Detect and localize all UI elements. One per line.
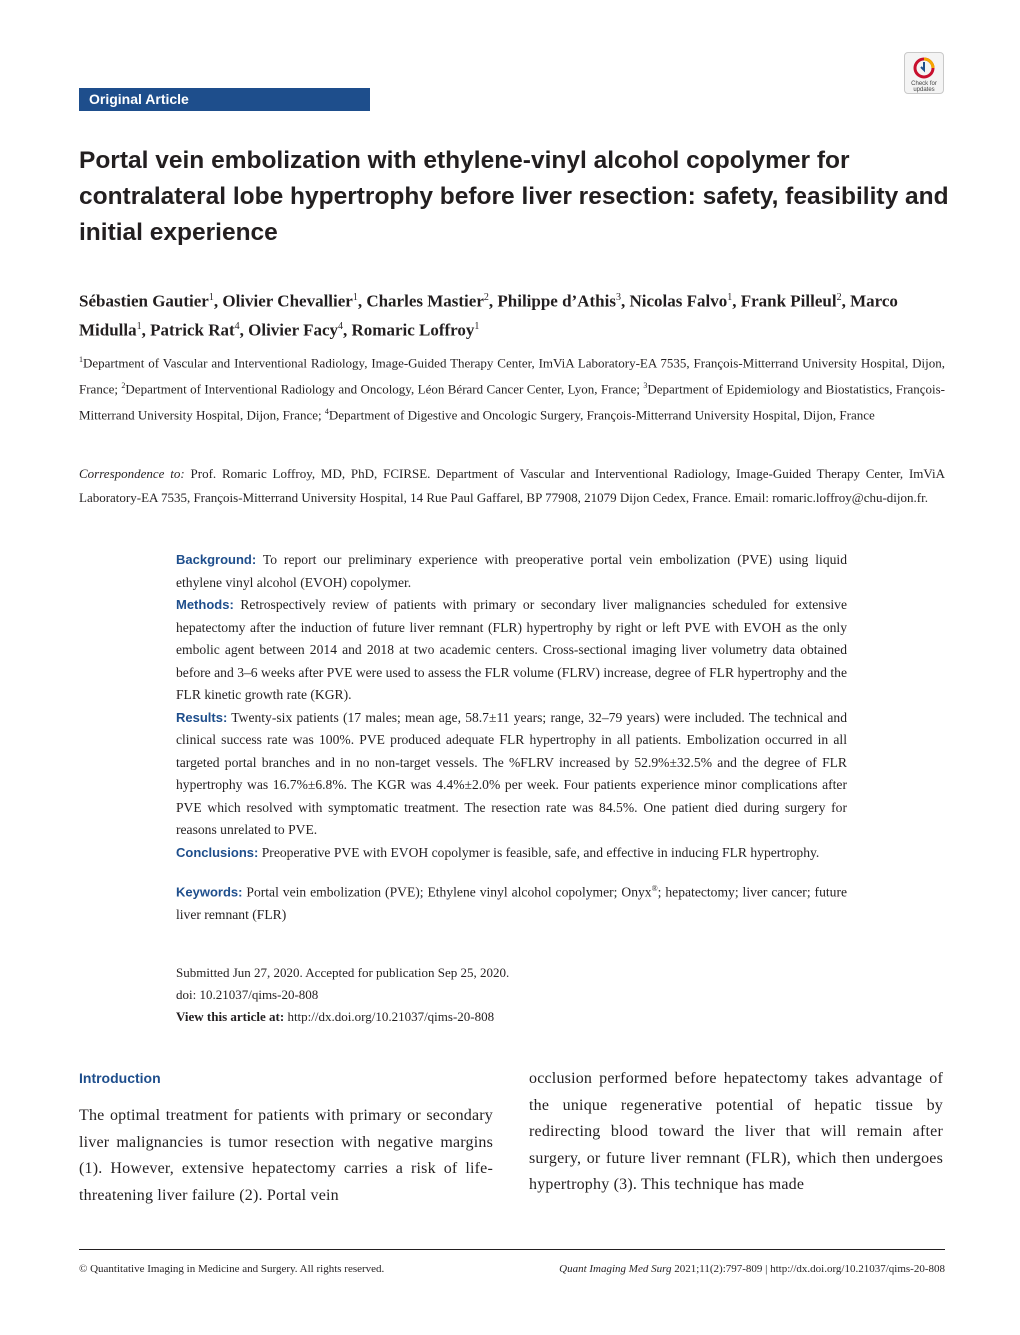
author-affiliation-number: 2 — [836, 292, 842, 303]
view-article-link[interactable]: http://dx.doi.org/10.21037/qims-20-808 — [284, 1009, 495, 1024]
author-affiliation-number: 1 — [474, 320, 480, 332]
conclusions-text: Preoperative PVE with EVOH copolymer is feasible, safe, and effective in inducing FLR hypertrophy. — [258, 844, 820, 860]
conclusions-label: Conclusions: — [176, 844, 259, 860]
background-label: Background: — [176, 552, 257, 567]
results-label: Results: — [176, 709, 228, 725]
author-separator: , — [343, 320, 352, 340]
abstract-results — [176, 707, 847, 842]
correspondence-text: Prof. Romaric Loffroy, MD, PhD, FCIRSE. Department of Vascular and Interventional Radiology, Image-Guided Therapy Center, ImViA Laboratory-EA 7535, François-Mitterrand University Hospital, 14 Rue Paul Gaffarel, BP 77908, 21079 Dijon Cedex, France. Email: romaric.loffroy@chu-dijon.fr. — [79, 466, 945, 505]
author-affiliation-number: 2 — [483, 292, 489, 303]
author-name: Patrick Rat — [150, 320, 235, 340]
introduction-heading: Introduction — [79, 1070, 161, 1086]
doi: doi: 10.21037/qims-20-808 — [176, 987, 319, 1002]
footer-copyright: © Quantitative Imaging in Medicine and Surgery. All rights reserved. — [79, 1263, 385, 1275]
correspondence-label: Correspondence to: — [79, 466, 185, 481]
footer-journal: Quant Imaging Med Surg — [559, 1263, 672, 1275]
abstract-conclusions — [176, 842, 847, 865]
author-separator: , — [239, 320, 249, 340]
author-separator: , — [620, 291, 630, 311]
author-separator: , — [141, 320, 151, 340]
keywords-registered-mark: ® — [651, 884, 658, 893]
author-name: Olivier Facy — [248, 320, 338, 340]
article-type-badge: Original Article — [79, 88, 370, 111]
check-updates-line1: Check for — [911, 81, 937, 87]
author-name: Marco Midulla — [79, 291, 898, 340]
view-article-label: View this article at: — [176, 1009, 285, 1024]
author-separator: , — [357, 291, 367, 311]
affiliation-text: Department of Interventional Radiology and Oncology, Léon Bérard Cancer Center, Lyon, France; — [125, 381, 644, 397]
author-name: Philippe d’Athis — [497, 291, 616, 311]
author-name: Sébastien Gautier — [79, 291, 209, 311]
background-text: To report our preliminary experience with preoperative portal vein embolization (PVE) using liquid ethylene vinyl alcohol (EVOH) copolymer. — [176, 552, 847, 590]
author-name: Nicolas Falvo — [629, 291, 728, 311]
affiliation-text: Department of Epidemiology and Biostatistics, François-Mitterrand University Hospital, Dijon, France; — [79, 381, 945, 423]
keywords-text-b: ; hepatectomy; liver cancer; future liver remnant (FLR) — [176, 884, 848, 923]
intro-column-right: occlusion performed before hepatectomy takes advantage of the unique regenerative potential of hepatic tissue by redirecting blood toward the liver that will remain after surgery, or future liver remnant (FLR), which then undergoes hypertrophy (3). This technique has made — [529, 1070, 943, 1193]
affiliation-text: Department of Digestive and Oncologic Surgery, François-Mitterrand University Hospital, Dijon, France — [328, 407, 875, 423]
abstract-background — [176, 549, 847, 594]
abstract-keywords — [176, 878, 847, 927]
author-affiliation-number: 3 — [615, 292, 621, 303]
footer-divider — [79, 1249, 945, 1250]
results-text: Twenty-six patients (17 males; mean age, 58.7±11 years; range, 32–79 years) were included. The technical and clinical success rate was 100%. PVE produced adequate FLR hypertrophy in all patients. Embolization occurred in all targeted portal branches and in no non-target vessels. The %FLRV increased by 52.9%±32.5% and the degree of FLR hypertrophy was 16.7%±6.8%. The KGR was 4.4%±2.0% per week. Four patients experience minor complications after PVE which resolved with symptomatic treatment. The resection rate was 84.5%. One patient died during surgery for reasons unrelated to PVE. — [176, 709, 847, 837]
author-affiliation-number: 1 — [136, 320, 142, 332]
correspondence — [79, 462, 945, 510]
author-list — [79, 285, 949, 342]
author-affiliation-number: 4 — [234, 320, 240, 332]
submitted-dates: Submitted Jun 27, 2020. Accepted for publication Sep 25, 2020. — [176, 965, 510, 980]
author-affiliation-number: 1 — [727, 292, 733, 303]
author-name: Frank Pilleul — [740, 291, 837, 311]
author-separator: , — [213, 291, 223, 311]
abstract-methods — [176, 594, 847, 707]
keywords-text-a: Portal vein embolization (PVE); Ethylene vinyl alcohol copolymer; Onyx — [242, 884, 652, 900]
author-affiliation-number: 4 — [338, 320, 343, 332]
author-name: Romaric Loffroy — [351, 320, 475, 340]
author-affiliation-number: 1 — [352, 292, 358, 303]
author-name: Olivier Chevallier — [222, 291, 353, 311]
author-separator: , — [488, 291, 498, 311]
submission-info — [176, 962, 847, 1028]
footer-citation-text: 2021;11(2):797-809 | http://dx.doi.org/10.21037/qims-20-808 — [671, 1263, 945, 1275]
affiliation-number: 4 — [324, 407, 329, 417]
methods-label: Methods: — [176, 597, 234, 612]
footer-citation — [559, 1263, 945, 1275]
check-for-updates-button[interactable] — [904, 52, 944, 94]
intro-column-left: The optimal treatment for patients with primary or secondary liver malignancies is tumor resection with negative margins (1). However, extensive hepatectomy carries a risk of life-threatening liver failure (2). Portal vein — [79, 1107, 493, 1204]
methods-text: Retrospectively review of patients with primary or secondary liver malignancies scheduled for extensive hepatectomy after the induction of future liver remnant (FLR) hypertrophy by right or left PVE with EVOH as the only embolic agent between 2014 and 2018 at two academic centers. Cross-sectional imaging liver volumetry data obtained before and 3–6 weeks after PVE were used to assess the FLR volume (FLRV) increase, degree of FLR hypertrophy and the FLR kinetic growth rate (KGR). — [176, 597, 847, 702]
affiliation-number: 2 — [121, 381, 126, 391]
article-title: Portal vein embolization with ethylene-vinyl alcohol copolymer for contralateral lobe hypertrophy before liver resection: safety, feasibility and initial experience — [79, 147, 949, 246]
author-name: Charles Mastier — [366, 291, 484, 311]
abstract — [176, 549, 847, 927]
affiliations — [79, 349, 945, 427]
author-affiliation-number: 1 — [208, 292, 214, 303]
check-updates-icon — [913, 57, 935, 79]
view-article — [176, 1006, 847, 1028]
author-separator: , — [841, 291, 851, 311]
check-updates-line2: updates — [913, 87, 935, 93]
affiliation-text: Department of Vascular and Interventional Radiology, Image-Guided Therapy Center, ImViA Laboratory-EA 7535, François-Mitterrand University Hospital, Dijon, France; — [79, 355, 945, 397]
keywords-label: Keywords: — [176, 884, 243, 900]
author-separator: , — [732, 291, 741, 311]
affiliation-number: 3 — [643, 381, 648, 391]
affiliation-number: 1 — [79, 355, 83, 364]
